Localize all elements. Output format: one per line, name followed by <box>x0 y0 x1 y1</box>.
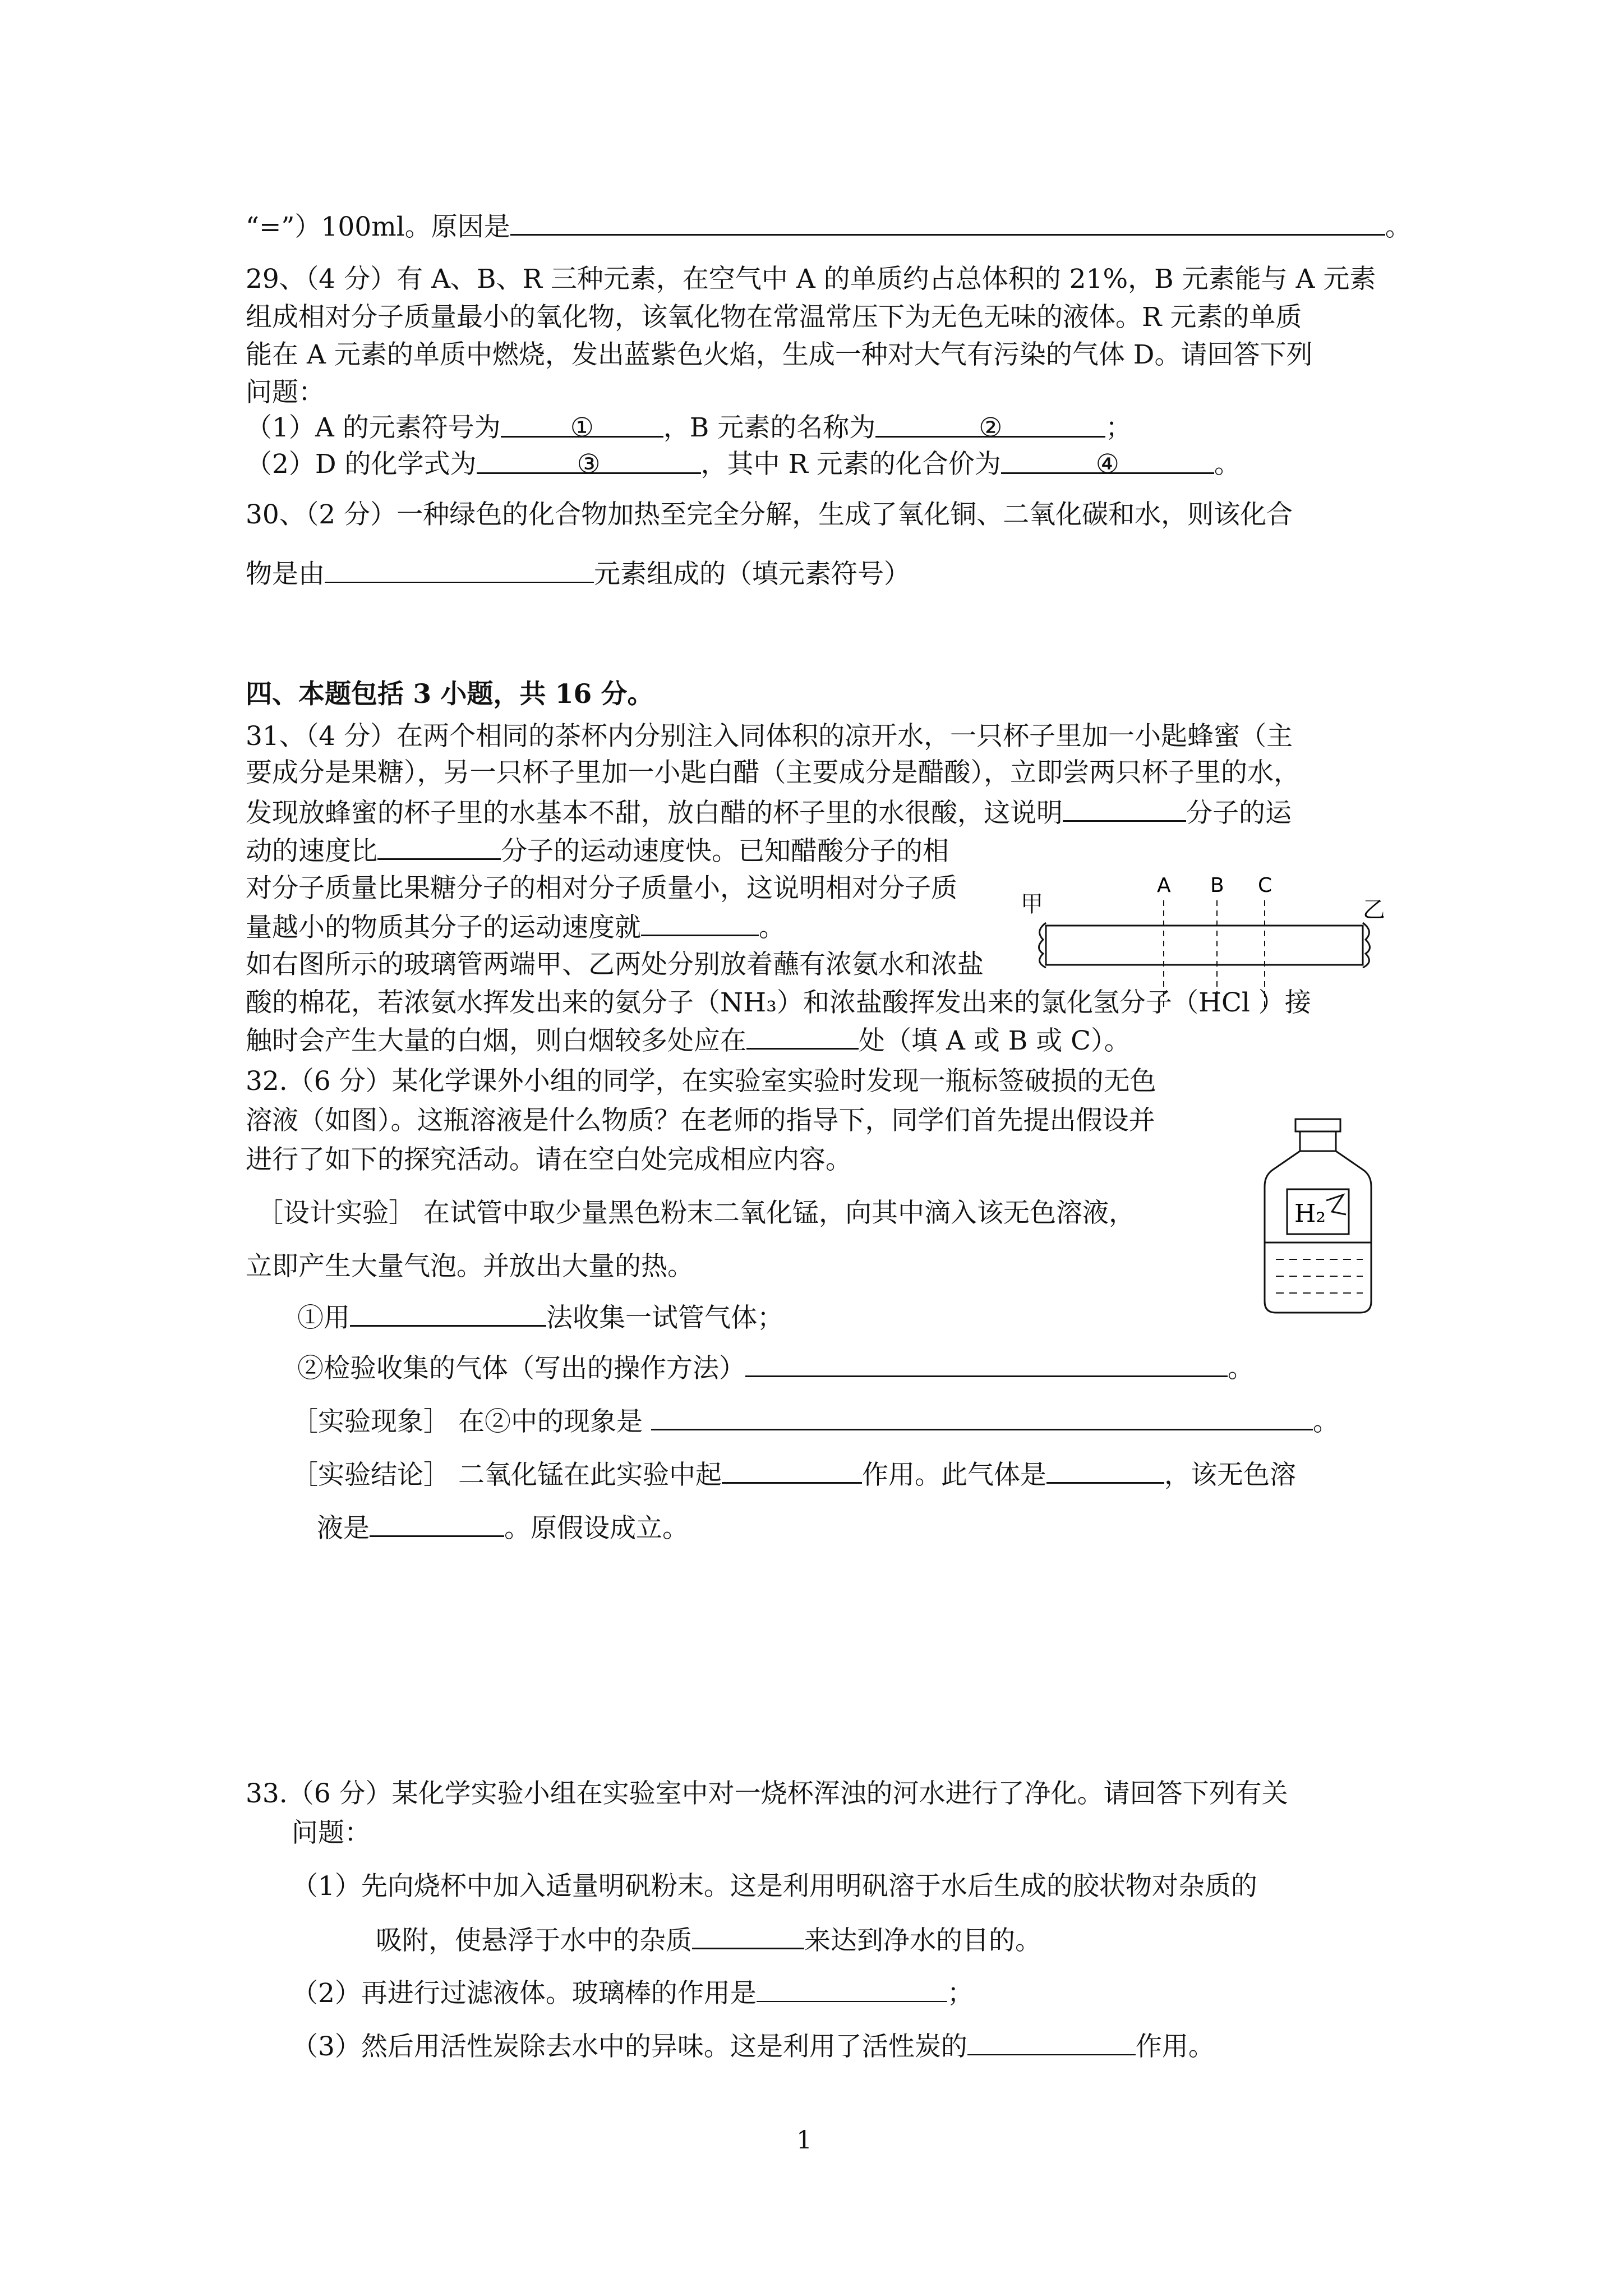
q32-blank-solution[interactable] <box>370 1512 504 1537</box>
q32-line-9 <box>292 1458 1296 1491</box>
q32-text-10b: 。原假设成立。 <box>504 1513 689 1544</box>
q33-line-3: （1）先向烧杯中加入适量明矾粉末。这是利用明矾溶于水后生成的胶状物对杂质的 <box>292 1871 1257 1902</box>
tube-label-jia: 甲 <box>1021 891 1043 917</box>
q29-sub2-text-b: ，其中 R 元素的化合价为 <box>700 449 1001 480</box>
q31-line-7: 如右图所示的玻璃管两端甲、乙两处分别放着蘸有浓氨水和浓盐 <box>246 949 984 980</box>
bottle-body <box>1265 1151 1371 1313</box>
cotton-left <box>1039 923 1046 968</box>
q32-blank-collect[interactable] <box>350 1301 546 1327</box>
q29-sub2-end: 。 <box>1214 449 1241 480</box>
q33-blank-1[interactable] <box>692 1924 804 1949</box>
q29-sub-2 <box>246 449 1241 480</box>
q33-text-5b: ； <box>947 1978 974 2009</box>
q33-text-4: 吸附，使悬浮于水中的杂质 <box>376 1925 692 1956</box>
q32-line-1: 32.（6 分）某化学课外小组的同学，在实验室实验时发现一瓶标签破损的无色 <box>246 1066 1156 1097</box>
q28-text: “=”）100ml。原因是 <box>246 211 510 242</box>
reagent-bottle-figure <box>1256 1116 1380 1318</box>
q33-text-6: （3）然后用活性炭除去水中的异味。这是利用了活性炭的 <box>292 2031 967 2062</box>
q32-text-8b: 。 <box>1312 1406 1339 1437</box>
glass-tube-figure <box>1021 869 1391 1015</box>
q31-text-6: 量越小的物质其分子的运动速度就 <box>246 912 641 943</box>
bottle-stopper <box>1295 1119 1340 1131</box>
q33-text-4b: 来达到净水的目的。 <box>804 1925 1041 1956</box>
q29-blank-3[interactable]: ③ <box>477 449 701 474</box>
q30-text-b: 元素组成的（填元素符号） <box>594 559 910 590</box>
q31-text-4: 动的速度比 <box>246 836 377 867</box>
q32-line-3: 进行了如下的探究活动。请在空白处完成相应内容。 <box>246 1144 852 1175</box>
q28-tail-line <box>246 210 1412 243</box>
q29-sub1-end: ； <box>1105 412 1132 443</box>
q30-answer-blank[interactable] <box>325 558 594 583</box>
q31-line-4 <box>246 835 949 867</box>
q28-answer-blank[interactable] <box>510 210 1385 236</box>
q31-line-2: 要成分是果糖），另一只杯子里加一小匙白醋（主要成分是醋酸），立即尝两只杯子里的水， <box>246 757 1300 788</box>
q32-line-8 <box>292 1405 1339 1438</box>
q31-blank-1[interactable] <box>1063 797 1186 822</box>
q33-blank-3[interactable] <box>967 2031 1136 2055</box>
q31-text-3b: 分子的运 <box>1186 798 1292 829</box>
q29-blank-2[interactable]: ② <box>875 412 1105 438</box>
q31-text-4b: 分子的运动速度快。已知醋酸分子的相 <box>501 836 949 867</box>
q31-blank-2[interactable] <box>377 835 501 860</box>
q32-text-7: ②检验收集的气体（写出的操作方法） <box>297 1353 745 1384</box>
q32-blank-gas[interactable] <box>1046 1458 1164 1484</box>
torn-label-mark <box>1326 1195 1346 1214</box>
cotton-right <box>1363 923 1370 968</box>
q29-sub1-text-b: ，B 元素的名称为 <box>663 412 876 443</box>
q29-line-1: 29、（4 分）有 A、B、R 三种元素，在空气中 A 的单质约占总体积的 21%，B 元素能与 A 元素 <box>246 264 1376 295</box>
q31-line-3 <box>246 797 1292 829</box>
section-4-title: 四、本题包括 3 小题，共 16 分。 <box>246 679 654 710</box>
q33-blank-2[interactable] <box>757 1977 947 2002</box>
q31-text-6b: 。 <box>759 912 785 943</box>
q32-blank-role[interactable] <box>722 1458 862 1484</box>
q28-end: 。 <box>1385 211 1412 242</box>
q31-blank-4[interactable] <box>746 1024 859 1050</box>
q29-blank-4[interactable]: ④ <box>1001 449 1214 474</box>
q29-blank-1[interactable]: ① <box>501 412 663 438</box>
q33-line-6 <box>292 2031 1215 2063</box>
tube-label-c: C <box>1258 874 1272 897</box>
q30-line-1: 30、（2 分）一种绿色的化合物加热至完全分解，生成了氧化铜、二氧化碳和水，则该化合 <box>246 499 1293 530</box>
q33-line-1: 33.（6 分）某化学实验小组在实验室中对一烧杯浑浊的河水进行了净化。请回答下列有关 <box>246 1778 1288 1809</box>
q31-line-1: 31、（4 分）在两个相同的茶杯内分别注入同体积的凉开水，一只杯子里加一小匙蜂蜜（主 <box>246 721 1293 752</box>
q29-sub2-text: （2）D 的化学式为 <box>246 449 477 480</box>
q32-blank-phenomenon[interactable] <box>651 1405 1313 1430</box>
q32-line-10 <box>317 1512 689 1544</box>
q33-line-2: 问题： <box>292 1818 371 1848</box>
q31-line-5: 对分子质量比果糖分子的相对分子质量小，这说明相对分子质 <box>246 873 957 904</box>
q29-line-3: 能在 A 元素的单质中燃烧，发出蓝紫色火焰，生成一种对大气有污染的气体 D。请回答下列 <box>246 339 1313 370</box>
q31-line-8: 酸的棉花，若浓氨水挥发出来的氨分子（NH₃）和浓盐酸挥发出来的氯化氢分子（HCl ）接 <box>246 987 1311 1018</box>
q31-line-6 <box>246 911 785 944</box>
tube-label-a: A <box>1157 874 1171 897</box>
tube-label-b: B <box>1210 874 1224 897</box>
q29-line-4: 问题： <box>246 377 325 408</box>
q29-sub1-text: （1）A 的元素符号为 <box>246 412 501 443</box>
q32-text-9c: ，该无色溶 <box>1164 1460 1296 1490</box>
tube-label-yi: 乙 <box>1363 897 1385 923</box>
q33-text-6b: 作用。 <box>1135 2031 1215 2062</box>
q32-text-8: ［实验现象］ 在②中的现象是 <box>292 1406 651 1437</box>
q32-line-7 <box>297 1352 1254 1384</box>
q29-sub-1 <box>246 412 1132 444</box>
q31-blank-3[interactable] <box>641 911 759 936</box>
q31-text-9: 触时会产生大量的白烟，则白烟较多处应在 <box>246 1025 746 1056</box>
bottle-neck <box>1300 1131 1336 1151</box>
q30-line-2 <box>246 558 910 590</box>
q32-text-6: ①用 <box>297 1303 350 1333</box>
q31-text-9b: 处（填 A 或 B 或 C）。 <box>859 1025 1131 1056</box>
q32-line-2: 溶液（如图）。这瓶溶液是什么物质？在老师的指导下，同学们首先提出假设并 <box>246 1105 1155 1136</box>
q32-text-6b: 法收集一试管气体； <box>546 1303 783 1333</box>
q33-text-5: （2）再进行过滤液体。玻璃棒的作用是 <box>292 1978 757 2009</box>
q32-blank-test[interactable] <box>745 1352 1228 1377</box>
bottle-label-text: H₂ <box>1294 1199 1326 1228</box>
q32-line-6 <box>297 1301 783 1334</box>
q32-text-7b: 。 <box>1228 1353 1254 1384</box>
q32-line-4: ［设计实验］ 在试管中取少量黑色粉末二氧化锰，向其中滴入该无色溶液， <box>257 1198 1135 1228</box>
q32-text-9: ［实验结论］ 二氧化锰在此实验中起 <box>292 1460 722 1490</box>
q32-text-9b: 作用。此气体是 <box>861 1460 1046 1490</box>
q29-line-2: 组成相对分子质量最小的氧化物，该氧化物在常温常压下为无色无味的液体。R 元素的单质 <box>246 302 1302 333</box>
q31-line-9 <box>246 1024 1131 1057</box>
q33-line-4 <box>376 1924 1041 1957</box>
tube-body <box>1046 926 1363 965</box>
q33-line-5 <box>292 1977 974 2009</box>
q32-line-5: 立即产生大量气泡。并放出大量的热。 <box>246 1251 694 1282</box>
q31-text-3: 发现放蜂蜜的杯子里的水基本不甜，放白醋的杯子里的水很酸，这说明 <box>246 798 1063 829</box>
page-number: 1 <box>796 2126 812 2155</box>
q32-text-10: 液是 <box>317 1513 370 1544</box>
q30-text: 物是由 <box>246 559 325 590</box>
